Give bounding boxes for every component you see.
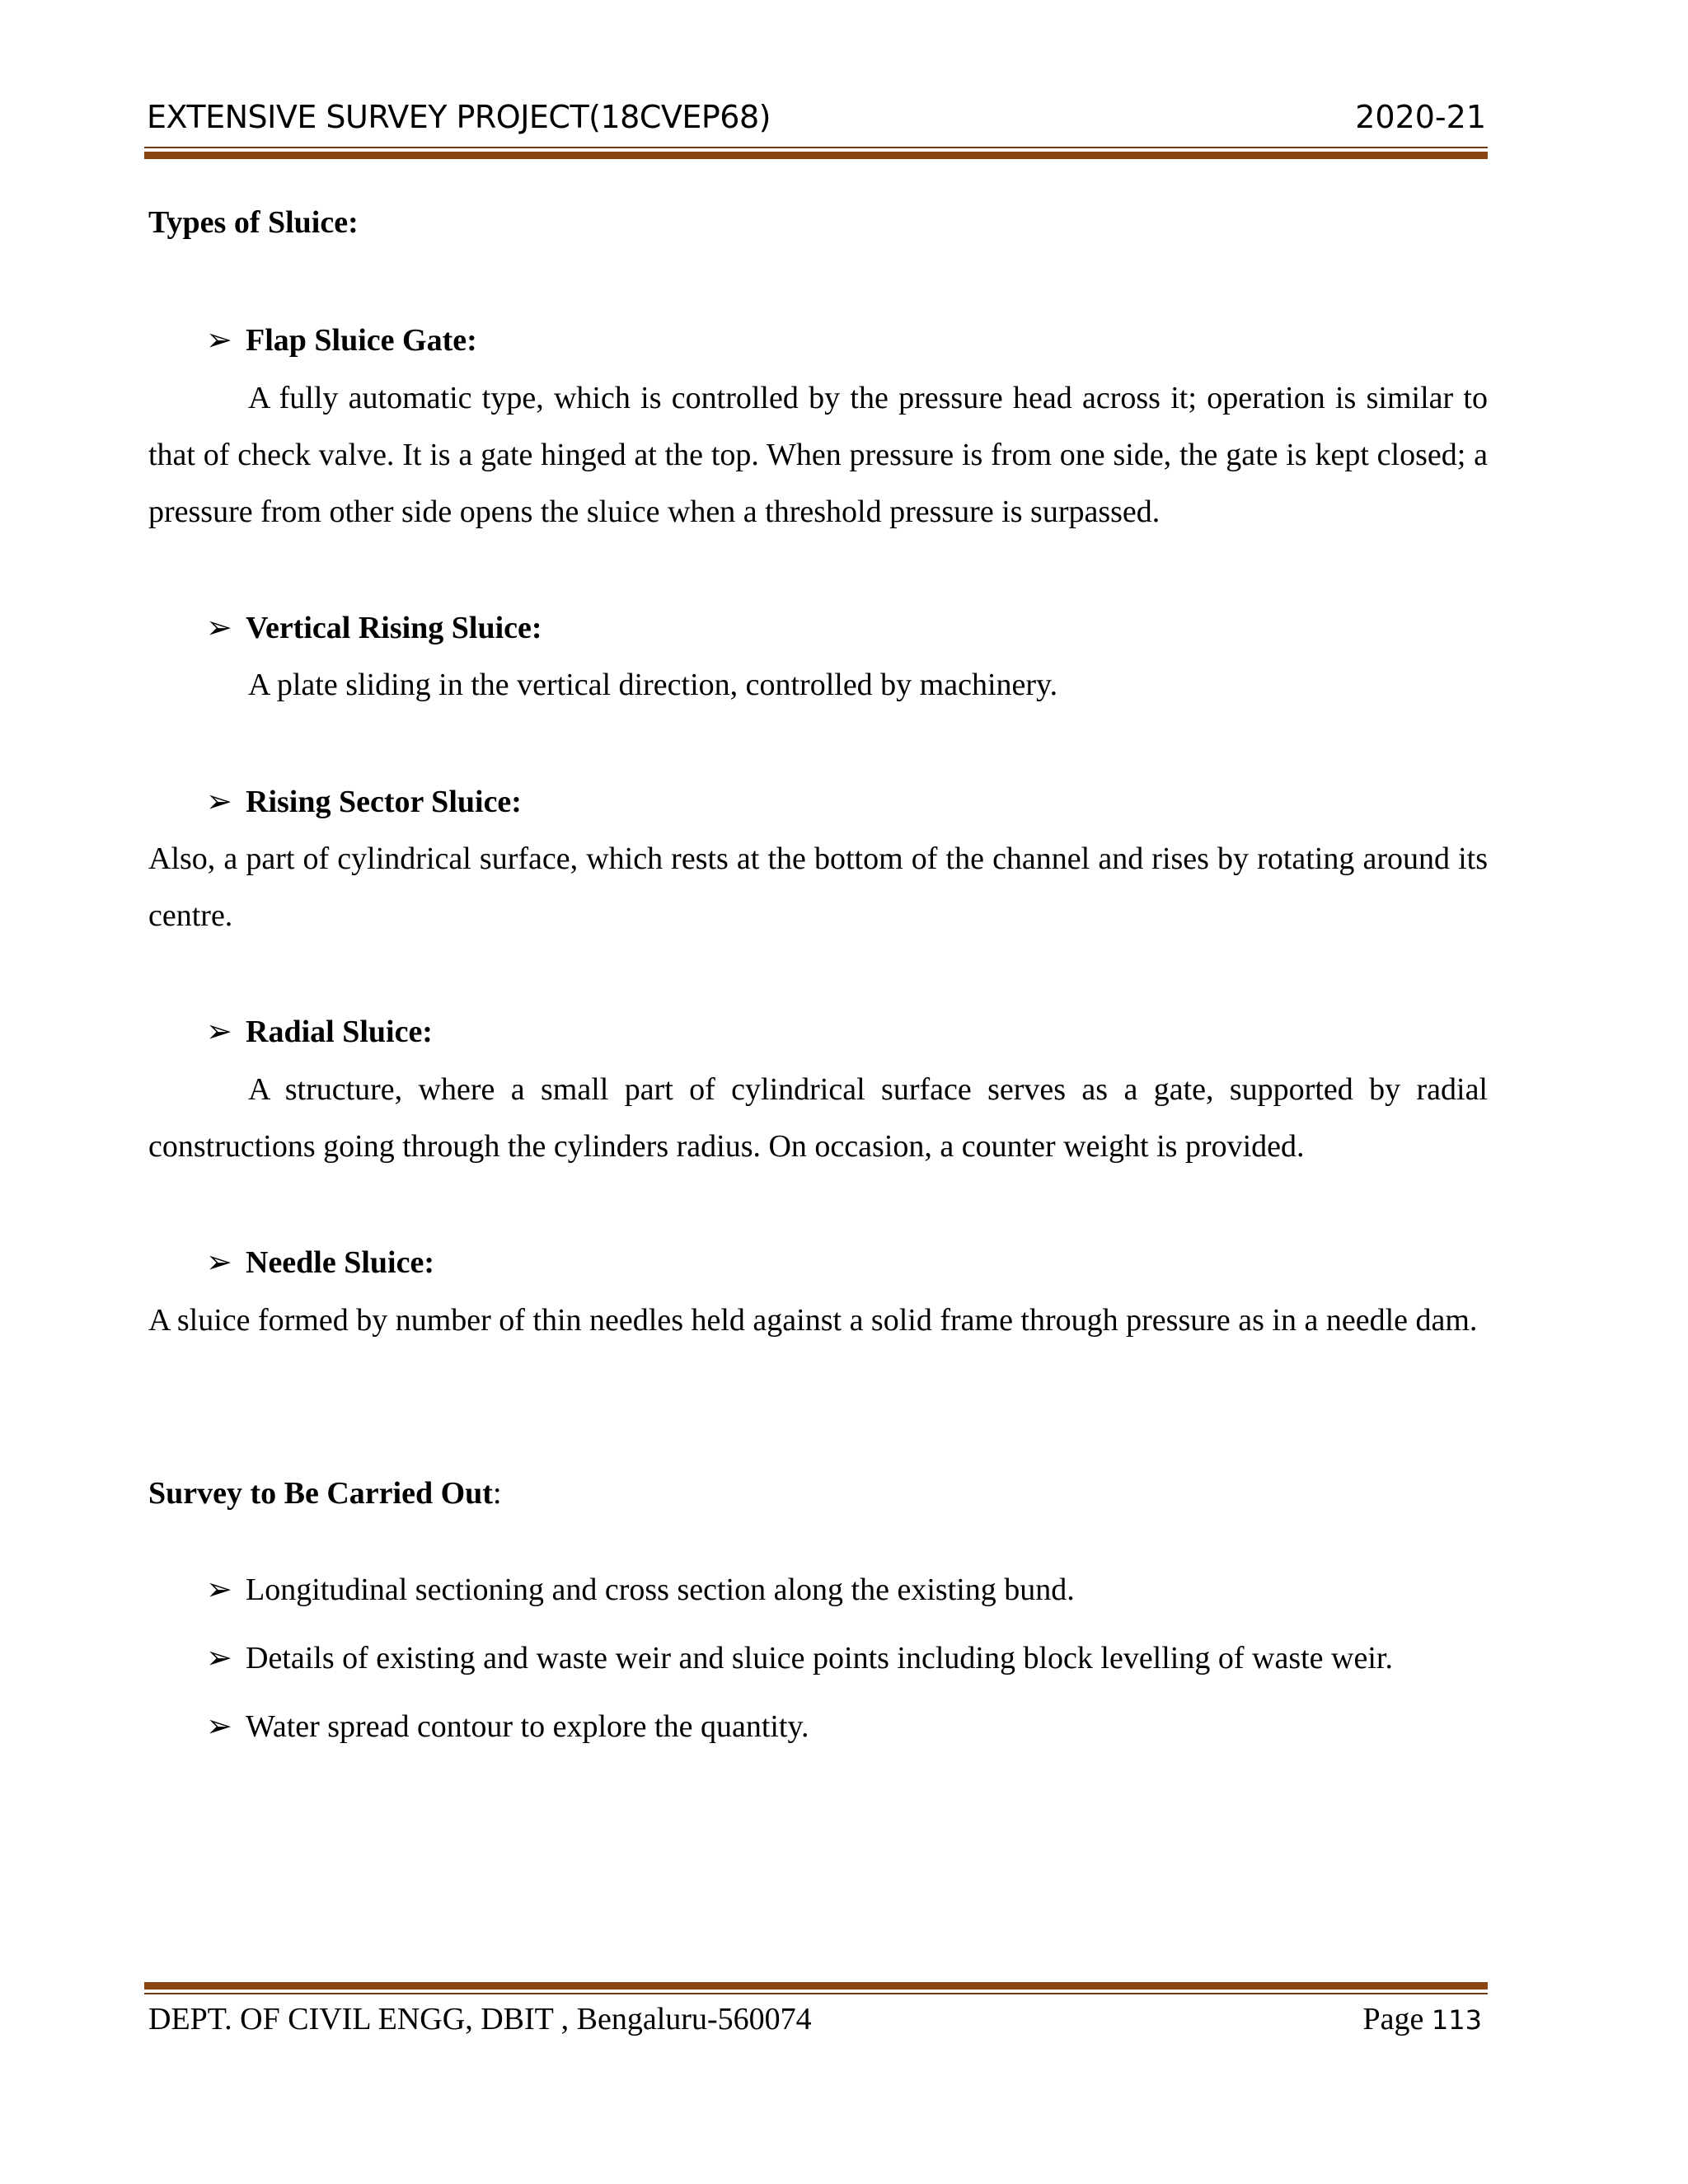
- arrow-bullet-icon: ➢: [206, 1571, 232, 1607]
- arrow-bullet-icon: ➢: [206, 321, 232, 358]
- arrow-bullet-icon: ➢: [206, 1244, 232, 1280]
- sluice-type-heading: [206, 1013, 433, 1050]
- survey-heading: [148, 1475, 502, 1511]
- sluice-type-description: Also, a part of cylindrical surface, which rests at the bottom of the channel and rises by rotating around its centre.: [148, 841, 1488, 933]
- page-number: 113: [1431, 2004, 1482, 2036]
- types-of-sluice-heading: Types of Sluice:: [148, 205, 359, 240]
- arrow-bullet-icon: ➢: [206, 1013, 232, 1049]
- footer-page: [1363, 2001, 1482, 2037]
- survey-item-text: Longitudinal sectioning and cross section along the existing bund.: [246, 1572, 1075, 1607]
- arrow-bullet-icon: ➢: [206, 1639, 232, 1675]
- survey-list-item: [206, 1708, 809, 1745]
- survey-item-text: Water spread contour to explore the quantity.: [246, 1709, 809, 1744]
- header-year: 2020-21: [1355, 99, 1486, 135]
- header-rule-thick: [144, 152, 1488, 159]
- arrow-bullet-icon: ➢: [206, 1708, 232, 1744]
- page-label: Page: [1362, 2002, 1424, 2036]
- sluice-type-title: Rising Sector Sluice:: [246, 785, 522, 819]
- sluice-type-description: A fully automatic type, which is controlled by the pressure head across it; operation is similar to that of check valve. It is a gate hinged at the top. When pressure is from one side, the gate is kept closed; a pressure from other side opens the sluice when a threshold pressure is surpassed.: [148, 381, 1488, 529]
- sluice-type-description: A plate sliding in the vertical direction, controlled by machinery.: [248, 668, 1058, 702]
- survey-heading-colon: :: [492, 1476, 502, 1511]
- sluice-type-heading: [206, 1244, 434, 1281]
- sluice-type-title: Needle Sluice:: [246, 1245, 435, 1280]
- sluice-type-title: Vertical Rising Sluice:: [246, 611, 542, 645]
- sluice-type-heading: [206, 321, 477, 359]
- arrow-bullet-icon: ➢: [206, 609, 232, 645]
- survey-heading-text: Survey to Be Carried Out: [148, 1476, 493, 1511]
- sluice-type-heading: [206, 609, 542, 646]
- header-title: EXTENSIVE SURVEY PROJECT(18CVEP68): [147, 99, 771, 135]
- sluice-type-description: A structure, where a small part of cylindrical surface serves as a gate, supported by radial constructions going through the cylinders radius. On occasion, a counter weight is provided.: [148, 1072, 1488, 1164]
- header-rule-thin: [144, 147, 1488, 148]
- survey-item-text: Details of existing and waste weir and sluice points including block levelling of waste weir.: [246, 1641, 1393, 1675]
- footer-department: DEPT. OF CIVIL ENGG, DBIT , Bengaluru-560074: [148, 2002, 812, 2036]
- sluice-type-title: Radial Sluice:: [246, 1015, 433, 1049]
- sluice-type-heading: [206, 783, 522, 820]
- footer-rule-thick: [144, 1982, 1488, 1990]
- sluice-type-title: Flap Sluice Gate:: [246, 323, 477, 358]
- footer-rule-thin: [144, 1993, 1488, 1994]
- survey-list-item: [206, 1639, 1393, 1676]
- survey-list-item: [206, 1571, 1075, 1608]
- sluice-type-description: A sluice formed by number of thin needles held against a solid frame through pressure as in a needle dam.: [148, 1303, 1478, 1338]
- arrow-bullet-icon: ➢: [206, 783, 232, 819]
